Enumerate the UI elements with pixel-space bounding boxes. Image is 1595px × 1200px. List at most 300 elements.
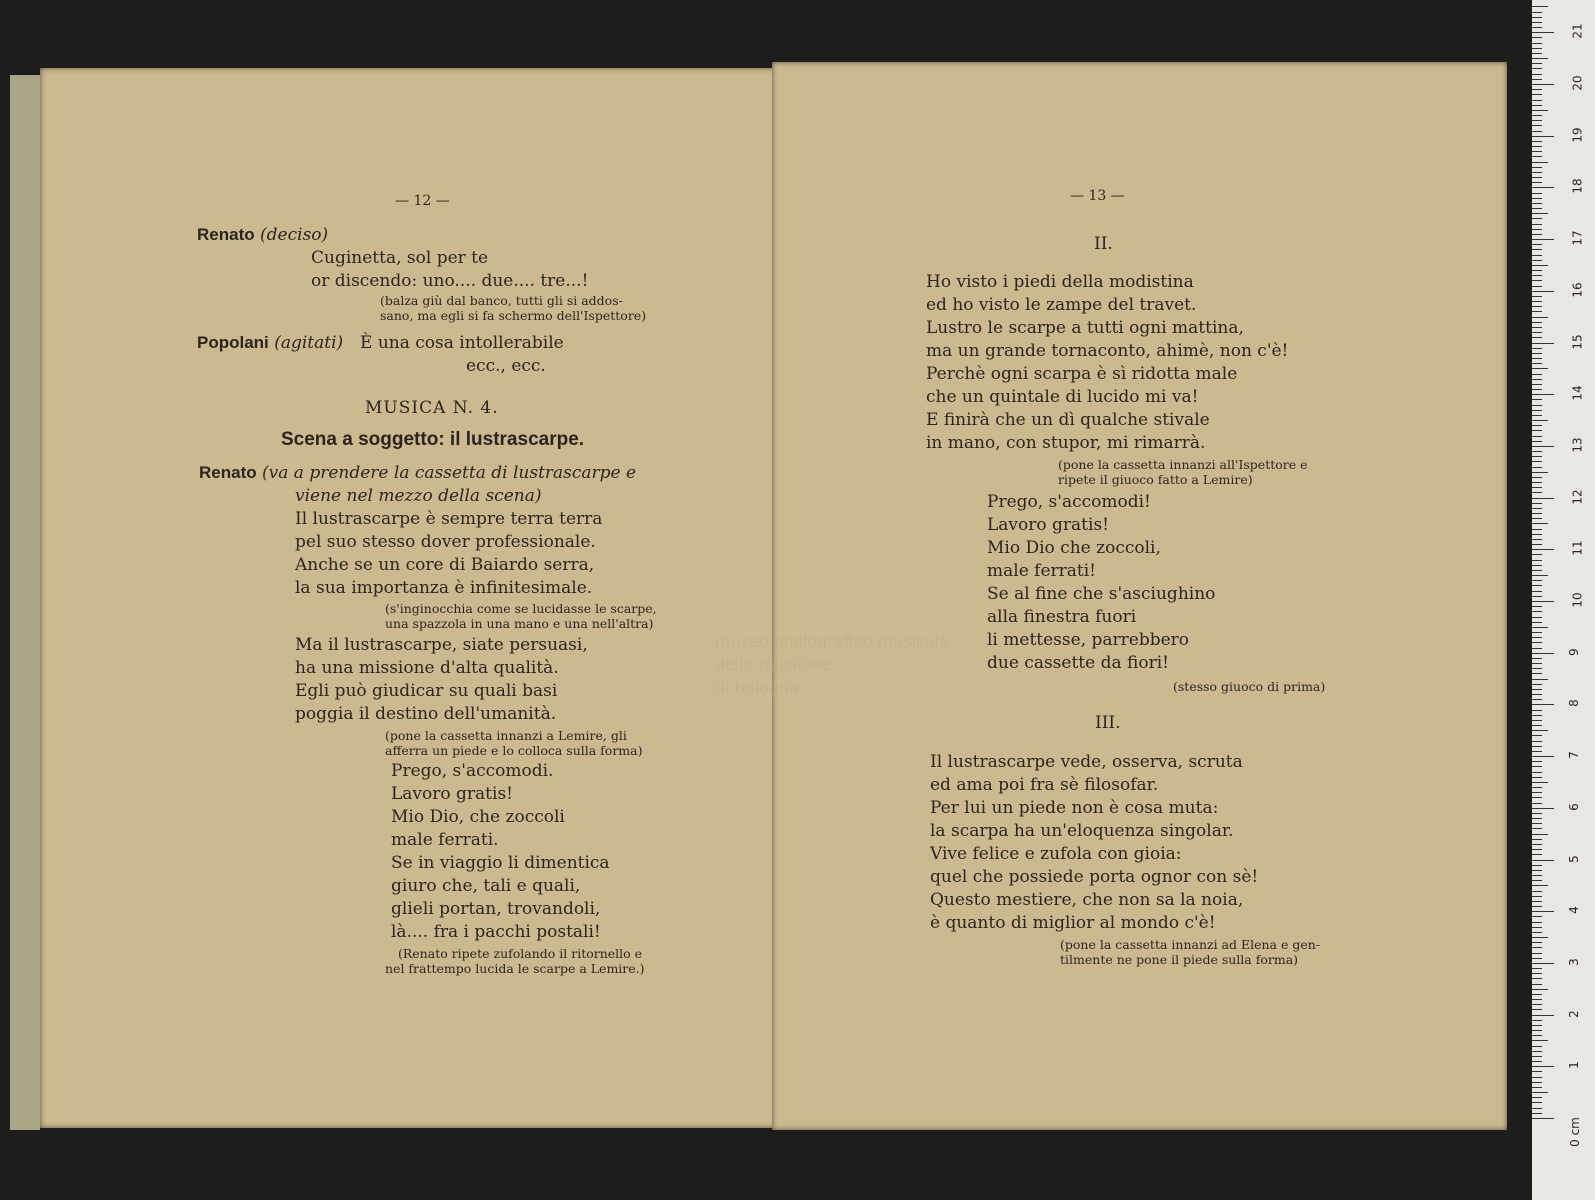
ruler-tick [1532,668,1542,669]
ruler-tick [1532,523,1548,524]
book-cover-edge [10,75,40,1130]
ruler-number: 8 [1566,699,1581,708]
ruler-tick [1532,389,1542,390]
ruler-tick [1532,399,1542,400]
ruler-tick [1532,777,1542,778]
ruler-number: 3 [1566,958,1581,966]
ruler-tick [1532,1097,1542,1098]
ruler-tick [1532,1087,1542,1088]
measurement-ruler [1532,0,1595,1200]
ruler-tick [1532,322,1542,323]
verse-line: Il lustrascarpe vede, osserva, scruta [930,752,1243,772]
ruler-tick [1532,761,1542,762]
ruler-number: 14 [1570,385,1585,401]
ruler-tick [1532,260,1542,261]
ruler-tick [1532,6,1548,7]
ruler-tick [1532,1030,1542,1031]
ruler-tick [1532,591,1542,592]
stage-note: afferra un piede e lo colloca sulla forma) [385,743,643,758]
ruler-tick [1532,580,1542,581]
ruler-tick [1532,343,1554,344]
watermark-line: museo bibliografico musicale [715,632,949,651]
ruler-tick [1532,394,1554,395]
ruler-tick [1532,265,1548,266]
ruler-tick [1532,368,1548,369]
ruler-tick [1532,694,1542,695]
ruler-tick [1532,782,1548,783]
verse-line: Ho visto i piedi della modistina [926,272,1194,292]
ruler-tick [1532,244,1542,245]
speaker-line [199,462,636,484]
ruler-tick [1532,68,1542,69]
ruler-tick [1532,430,1542,431]
verse-line: ed ama poi fra sè filosofar. [930,775,1159,795]
verse-line: ed ho visto le zampe del travet. [926,295,1197,315]
ruler-tick [1532,792,1542,793]
ruler-number: 18 [1570,178,1585,195]
ruler-tick [1532,58,1548,59]
verse-line: Prego, s'accomodi. [391,761,554,781]
verse-line: ha una missione d'alta qualità. [295,658,559,678]
ruler-number: 1 [1566,1061,1581,1070]
verse-line: là.... fra i pacchi postali! [391,922,601,942]
ruler-tick [1532,973,1542,974]
ruler-tick [1532,896,1542,897]
verse-line: Questo mestiere, che non sa la noia, [930,890,1244,910]
ruler-tick [1532,167,1542,168]
ruler-tick [1532,627,1548,628]
ruler-tick [1532,642,1542,643]
section-number: III. [1095,713,1121,733]
ruler-tick [1532,327,1542,328]
verse-line: glieli portan, trovandoli, [391,899,601,919]
ruler-tick [1532,120,1542,121]
verse-line: Anche se un core di Baiardo serra, [295,555,595,575]
ruler-tick [1532,472,1548,473]
ruler-tick [1532,560,1542,561]
ruler-tick [1532,508,1542,509]
ruler-tick [1532,379,1542,380]
ruler-tick [1532,420,1548,421]
ruler-tick [1532,74,1542,75]
ruler-tick [1532,834,1548,835]
stage-note: sano, ma egli si fa schermo dell'Ispettore) [380,308,647,323]
ruler-tick [1532,27,1542,28]
verse-line: ma un grande tornaconto, ahimè, non c'è! [926,341,1289,361]
ruler-tick [1532,503,1542,504]
ruler-tick [1532,255,1542,256]
stage-note: (Renato ripete zufolando il ritornello e [398,946,643,961]
ruler-tick [1532,162,1548,163]
ruler-tick [1532,818,1542,819]
ruler-tick [1532,441,1542,442]
ruler-tick [1532,89,1542,90]
ruler-number: 15 [1570,333,1585,350]
verse-line: male ferrati. [391,830,499,850]
ruler-tick [1532,270,1542,271]
ruler-tick [1532,849,1542,850]
ruler-tick [1532,415,1542,416]
speaker-name: Renato [199,463,257,482]
ruler-tick [1532,679,1548,680]
ruler-tick [1532,513,1542,514]
ruler-tick [1532,891,1542,892]
ruler-tick [1532,984,1542,985]
ruler-tick [1532,187,1554,188]
ruler-tick [1532,911,1554,912]
ruler-tick [1532,110,1548,111]
ruler-tick [1532,1066,1554,1067]
ruler-tick [1532,673,1542,674]
ruler-unit: 0 cm [1567,1117,1582,1147]
ruler-tick [1532,146,1542,147]
ruler-tick [1532,735,1542,736]
ruler-tick [1532,229,1542,230]
ruler-tick [1532,461,1542,462]
ruler-tick [1532,105,1542,106]
ruler-tick [1532,218,1542,219]
verse-line: Lavoro gratis! [391,784,513,804]
ruler-tick [1532,632,1542,633]
ruler-tick [1532,658,1542,659]
ruler-tick [1532,808,1554,809]
ruler-number: 4 [1566,906,1581,915]
ruler-tick [1532,617,1542,618]
ruler-tick [1532,1071,1542,1072]
ruler-tick [1532,953,1542,954]
speaker-line [197,332,343,354]
ruler-tick [1532,870,1542,871]
ruler-number: 17 [1570,230,1585,246]
section-heading: MUSICA N. 4. [365,398,499,418]
verse-line: ecc., ecc. [466,356,546,376]
left-page [40,68,778,1128]
ruler-tick [1532,193,1542,194]
ruler-tick [1532,151,1542,152]
ruler-tick [1532,544,1542,545]
ruler-tick [1532,529,1542,530]
ruler-tick [1532,249,1542,250]
watermark-line: di bologna [715,678,799,697]
ruler-tick [1532,37,1542,38]
ruler-tick [1532,156,1542,157]
verse-line: due cassette da fiori! [987,653,1169,673]
ruler-tick [1532,596,1542,597]
speaker-name: Popolani [197,333,269,352]
ruler-tick [1532,286,1542,287]
ruler-tick [1532,539,1542,540]
ruler-tick [1532,332,1542,333]
ruler-tick [1532,410,1542,411]
verse-line: Il lustrascarpe è sempre terra terra [295,509,603,529]
ruler-tick [1532,291,1554,292]
ruler-tick [1532,1020,1542,1021]
ruler-tick [1532,353,1542,354]
ruler-tick [1532,1051,1542,1052]
verse-line: quel che possiede porta ognor con sè! [930,867,1259,887]
stage-note: (pone la cassetta innanzi ad Elena e gen- [1060,937,1321,952]
ruler-tick [1532,797,1542,798]
stage-direction: (deciso) [260,225,329,245]
stage-note: ripete il giuoco fatto a Lemire) [1058,472,1253,487]
verse-line: alla finestra fuori [987,607,1137,627]
ruler-tick [1532,172,1542,173]
ruler-tick [1532,384,1542,385]
ruler-tick [1532,1035,1542,1036]
ruler-tick [1532,741,1542,742]
ruler-tick [1532,968,1542,969]
verse-line: male ferrati! [987,561,1096,581]
ruler-tick [1532,854,1542,855]
ruler-tick [1532,239,1554,240]
ruler-tick [1532,916,1542,917]
ruler-tick [1532,1046,1542,1047]
ruler-tick [1532,978,1542,979]
ruler-tick [1532,1113,1542,1114]
ruler-tick [1532,198,1542,199]
verse-line: Lavoro gratis! [987,515,1109,535]
ruler-tick [1532,213,1548,214]
ruler-tick [1532,131,1542,132]
ruler-tick [1532,958,1542,959]
ruler-tick [1532,1056,1542,1057]
ruler-tick [1532,234,1542,235]
ruler-tick [1532,772,1542,773]
ruler-tick [1532,12,1542,13]
ruler-tick [1532,585,1542,586]
ruler-tick [1532,963,1554,964]
ruler-tick [1532,601,1554,602]
ruler-tick [1532,999,1542,1000]
stage-note: (pone la cassetta innanzi a Lemire, gli [385,728,627,743]
ruler-tick [1532,224,1542,225]
ruler-tick [1532,994,1542,995]
ruler-tick [1532,467,1542,468]
ruler-tick [1532,989,1548,990]
verse-line: Ma il lustrascarpe, siate persuasi, [295,635,588,655]
ruler-tick [1532,860,1554,861]
verse-line: la scarpa ha un'eloquenza singolar. [930,821,1234,841]
ruler-tick [1532,637,1542,638]
stage-note: nel frattempo lucida le scarpe a Lemire.) [385,961,645,976]
page-number: — 13 — [1070,188,1125,204]
ruler-tick [1532,932,1542,933]
ruler-tick [1532,1118,1554,1119]
ruler-tick [1532,880,1542,881]
ruler-tick [1532,115,1542,116]
ruler-tick [1532,689,1542,690]
ruler-tick [1532,570,1542,571]
stage-note: (stesso giuoco di prima) [1173,679,1326,694]
speaker-name: Renato [197,225,255,244]
ruler-tick [1532,746,1542,747]
ruler-tick [1532,1025,1542,1026]
stage-direction: viene nel mezzo della scena) [295,486,542,506]
ruler-tick [1532,813,1542,814]
ruler-tick [1532,1004,1542,1005]
ruler-number: 21 [1570,23,1585,39]
ruler-tick [1532,301,1542,302]
ruler-tick [1532,492,1542,493]
ruler-tick [1532,575,1548,576]
ruler-tick [1532,1077,1542,1078]
ruler-tick [1532,482,1542,483]
ruler-tick [1532,348,1542,349]
ruler-tick [1532,405,1542,406]
ruler-tick [1532,947,1542,948]
ruler-tick [1532,865,1542,866]
ruler-tick [1532,875,1542,876]
ruler-tick [1532,296,1542,297]
scene-title: Scena a soggetto: il lustrascarpe. [281,429,585,450]
verse-line: Se al fine che s'asciughino [987,584,1216,604]
ruler-tick [1532,22,1542,23]
ruler-tick [1532,208,1542,209]
ruler-number: 5 [1566,854,1581,863]
verse-line: Egli può giudicar su quali basi [295,681,558,701]
verse-line: giuro che, tali e quali, [391,876,581,896]
ruler-tick [1532,275,1542,276]
ruler-tick [1532,549,1554,550]
ruler-tick [1532,53,1542,54]
ruler-tick [1532,663,1542,664]
verse-line: Mio Dio, che zoccoli [391,807,565,827]
ruler-tick [1532,1009,1542,1010]
ruler-tick [1532,725,1542,726]
stage-note: una spazzola in una mano e una nell'altra) [385,616,654,631]
ruler-tick [1532,730,1548,731]
ruler-number: 7 [1566,751,1581,759]
ruler-tick [1532,1061,1542,1062]
ruler-tick [1532,280,1542,281]
ruler-tick [1532,606,1542,607]
stage-direction: (va a prendere la cassetta di lustrascarpe e [262,463,637,483]
ruler-tick [1532,182,1542,183]
ruler-tick [1532,684,1542,685]
ruler-tick [1532,648,1542,649]
ruler-number: 10 [1570,592,1585,608]
stage-note: (s'inginocchia come se lucidasse le scarpe, [385,601,657,616]
verse-line: la sua importanza è infinitesimale. [295,578,593,598]
verse-line: Per lui un piede non è cosa muta: [930,798,1219,818]
ruler-tick [1532,787,1542,788]
ruler-tick [1532,1082,1542,1083]
stage-note: (balza giù dal banco, tutti gli si addos- [380,293,623,308]
ruler-tick [1532,922,1542,923]
verse-line: È una cosa intollerabile [360,333,564,353]
speaker-line [197,224,328,246]
ruler-tick [1532,518,1542,519]
ruler-number: 2 [1566,1009,1581,1018]
section-number: II. [1094,234,1113,254]
verse-line: Perchè ogni scarpa è sì ridotta male [926,364,1238,384]
ruler-tick [1532,1108,1542,1109]
ruler-tick [1532,611,1542,612]
ruler-tick [1532,803,1542,804]
ruler-tick [1532,100,1542,101]
ruler-tick [1532,901,1542,902]
stage-note: (pone la cassetta innanzi all'Ispettore e [1058,457,1308,472]
ruler-tick [1532,937,1548,938]
ruler-tick [1532,177,1542,178]
verse-line: pel suo stesso dover professionale. [295,532,596,552]
ruler-tick [1532,622,1542,623]
ruler-tick [1532,311,1542,312]
ruler-tick [1532,756,1554,757]
ruler-tick [1532,942,1542,943]
ruler-tick [1532,17,1542,18]
verse-line: Cuginetta, sol per te [311,248,489,268]
verse-line: che un quintale di lucido mi va! [926,387,1199,407]
ruler-tick [1532,63,1542,64]
ruler-tick [1532,1092,1548,1093]
ruler-tick [1532,823,1542,824]
ruler-number: 13 [1570,437,1585,453]
ruler-tick [1532,554,1542,555]
ruler-tick [1532,720,1542,721]
ruler-tick [1532,653,1554,654]
ruler-number: 20 [1570,75,1585,91]
verse-line: poggia il destino dell'umanità. [295,704,557,724]
ruler-tick [1532,1102,1542,1103]
ruler-tick [1532,699,1542,700]
ruler-tick [1532,317,1548,318]
ruler-tick [1532,1040,1548,1041]
page-number: — 12 — [395,193,450,209]
ruler-tick [1532,498,1554,499]
ruler-tick [1532,456,1542,457]
ruler-tick [1532,715,1542,716]
ruler-number: 9 [1566,647,1581,656]
ruler-tick [1532,32,1554,33]
ruler-tick [1532,374,1542,375]
verse-line: è quanto di miglior al mondo c'è! [930,913,1216,933]
ruler-tick [1532,844,1542,845]
ruler-tick [1532,94,1542,95]
verse-line: Mio Dio che zoccoli, [987,538,1161,558]
ruler-tick [1532,306,1542,307]
ruler-tick [1532,487,1542,488]
ruler-tick [1532,451,1542,452]
ruler-tick [1532,704,1554,705]
stage-note: tilmente ne pone il piede sulla forma) [1060,952,1299,967]
verse-line: Lustro le scarpe a tutti ogni mattina, [926,318,1244,338]
ruler-tick [1532,828,1542,829]
ruler-tick [1532,885,1548,886]
ruler-tick [1532,337,1542,338]
right-page [772,62,1507,1130]
verse-line: or discendo: uno.... due.... tre...! [311,271,589,291]
ruler-tick [1532,766,1542,767]
ruler-tick [1532,203,1542,204]
verse-line: li mettesse, parrebbero [987,630,1190,650]
ruler-tick [1532,43,1542,44]
ruler-tick [1532,425,1542,426]
ruler-tick [1532,1015,1554,1016]
ruler-tick [1532,839,1542,840]
ruler-tick [1532,358,1542,359]
ruler-tick [1532,363,1542,364]
ruler-tick [1532,906,1542,907]
verse-line: Se in viaggio li dimentica [391,853,610,873]
stage-direction: (agitati) [274,333,344,353]
verse-line: Prego, s'accomodi! [987,492,1151,512]
ruler-number: 19 [1570,127,1585,143]
ruler-tick [1532,125,1542,126]
ruler-tick [1532,141,1542,142]
ruler-tick [1532,927,1542,928]
ruler-tick [1532,565,1542,566]
